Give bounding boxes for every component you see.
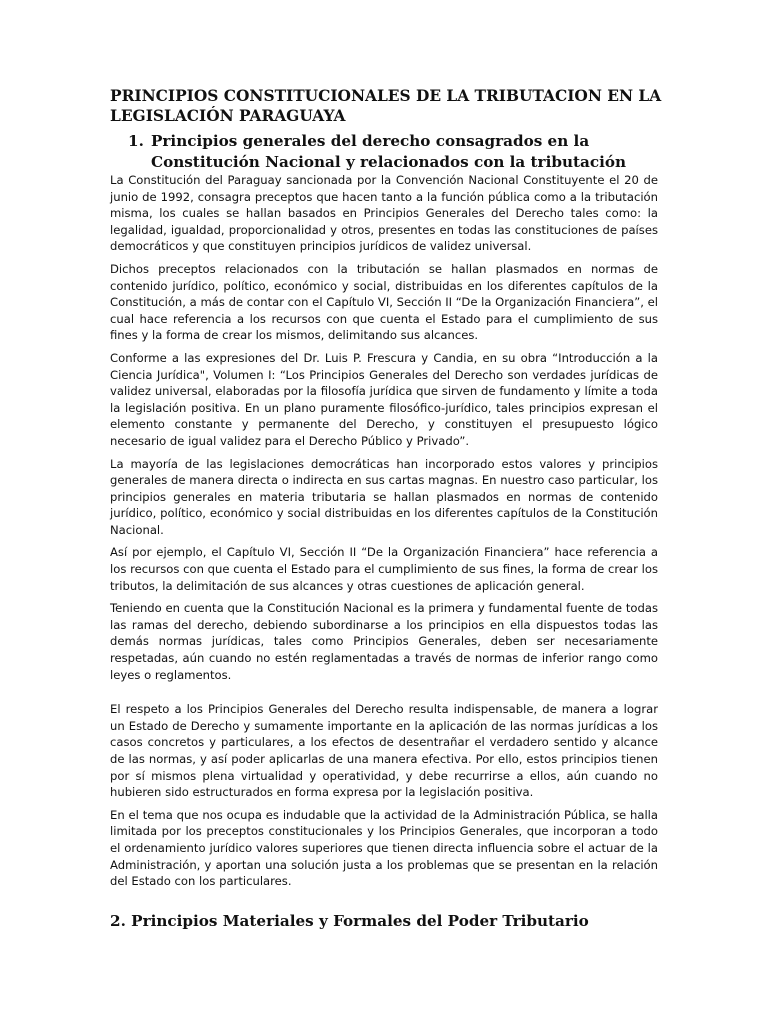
paragraph: La mayoría de las legislaciones democráticas han incorporado estos valores y principios generales de manera directa o indirecta en sus cartas magnas. En nuestro caso particular, los principios generales en materia tributaria se hallan plasmados en normas de contenido jurídico, político, económico y social distribuidas en los diferentes capítulos de la Constitución Nacional.: [110, 456, 658, 537]
paragraph: La Constitución del Paraguay sancionada por la Convención Nacional Constituyente el 20 de junio de 1992, consagra preceptos que hacen tanto a la función pública como a la tributación misma, los cuales se hallan basados en Principios Generales del Derecho tales como: la legalidad, igualdad, proporcionalidad y otros, presentes en todas las constituciones de países democráticos y que constituyen principios jurídicos de validez universal.: [110, 173, 658, 254]
section-2-heading: 2. Principios Materiales y Formales del Poder Tributario: [110, 912, 589, 930]
paragraph: Así por ejemplo, el Capítulo VI, Sección II “De la Organización Financiera” hace referencia a los recursos con que cuenta el Estado para el cumplimiento de sus fines, la forma de crear los tributos, la delimitación de sus alcances y otras cuestiones de aplicación general.: [110, 545, 658, 593]
section-1-number: 1.: [128, 132, 144, 150]
paragraph: El respeto a los Principios Generales del Derecho resulta indispensable, de manera a lograr un Estado de Derecho y sumamente importante en la aplicación de las normas jurídicas a los casos concretos y particulares, a los efectos de desentrañar el verdadero sentido y alcance de las normas, y así poder aplicarlas de una manera efectiva. Por ello, estos principios tienen por sí mismos plena virtualidad y operatividad, y debe recurrirse a ellos, aún cuando no hubieren sido estructurados en forma expresa por la legislación positiva.: [110, 702, 658, 800]
paragraph: Dichos preceptos relacionados con la tributación se hallan plasmados en normas de contenido jurídico, político, económico y social, distribuidas en los diferentes capítulos de la Constitución, a más de contar con el Capítulo VI, Sección II “De la Organización Financiera”, el cual hace referencia a los recursos con que cuenta el Estado para el cumplimiento de sus fines y la forma de crear los mismos, delimitando sus alcances.: [110, 261, 658, 343]
paragraph: En el tema que nos ocupa es indudable que la actividad de la Administración Pública, se halla limitada por los preceptos constitucionales y los Principios Generales, que incorporan a todo el ordenamiento jurídico valores superiores que tienen directa influencia sobre el actuar de la Administración, y aportan una solución justa a los problemas que se presentan en la relación del Estado con los particulares.: [110, 807, 658, 889]
document-body: [110, 172, 658, 896]
document-title: PRINCIPIOS CONSTITUCIONALES DE LA TRIBUTACION EN LA LEGISLACIÓN PARAGUAYA: [110, 87, 662, 125]
section-1-title: Principios generales del derecho consagrados en la Constitución Nacional y relacionados con la tributación: [151, 132, 627, 171]
paragraph: Conforme a las expresiones del Dr. Luis P. Frescura y Candia, en su obra “Introducción a la Ciencia Jurídica", Volumen I: “Los Principios Generales del Derecho son verdades jurídicas de validez universal, elaboradas por la filosofía jurídica que sirven de fundamento y límite a toda la legislación positiva. En un plano puramente filosófico-jurídico, tales principios expresan el elemento constante y permanente del Derecho, y constituyen el presupuesto lógico necesario de igual validez para el Derecho Público y Privado”.: [110, 350, 658, 448]
paragraph: Teniendo en cuenta que la Constitución Nacional es la primera y fundamental fuente de todas las ramas del derecho, debiendo subordinarse a los principios en ella dispuestos todas las demás normas jurídicas, tales como Principios Generales, deben ser necesariamente respetadas, aún cuando no estén reglamentadas a través de normas de inferior rango como leyes o reglamentos.: [110, 601, 658, 682]
section-1-heading: [128, 131, 668, 173]
